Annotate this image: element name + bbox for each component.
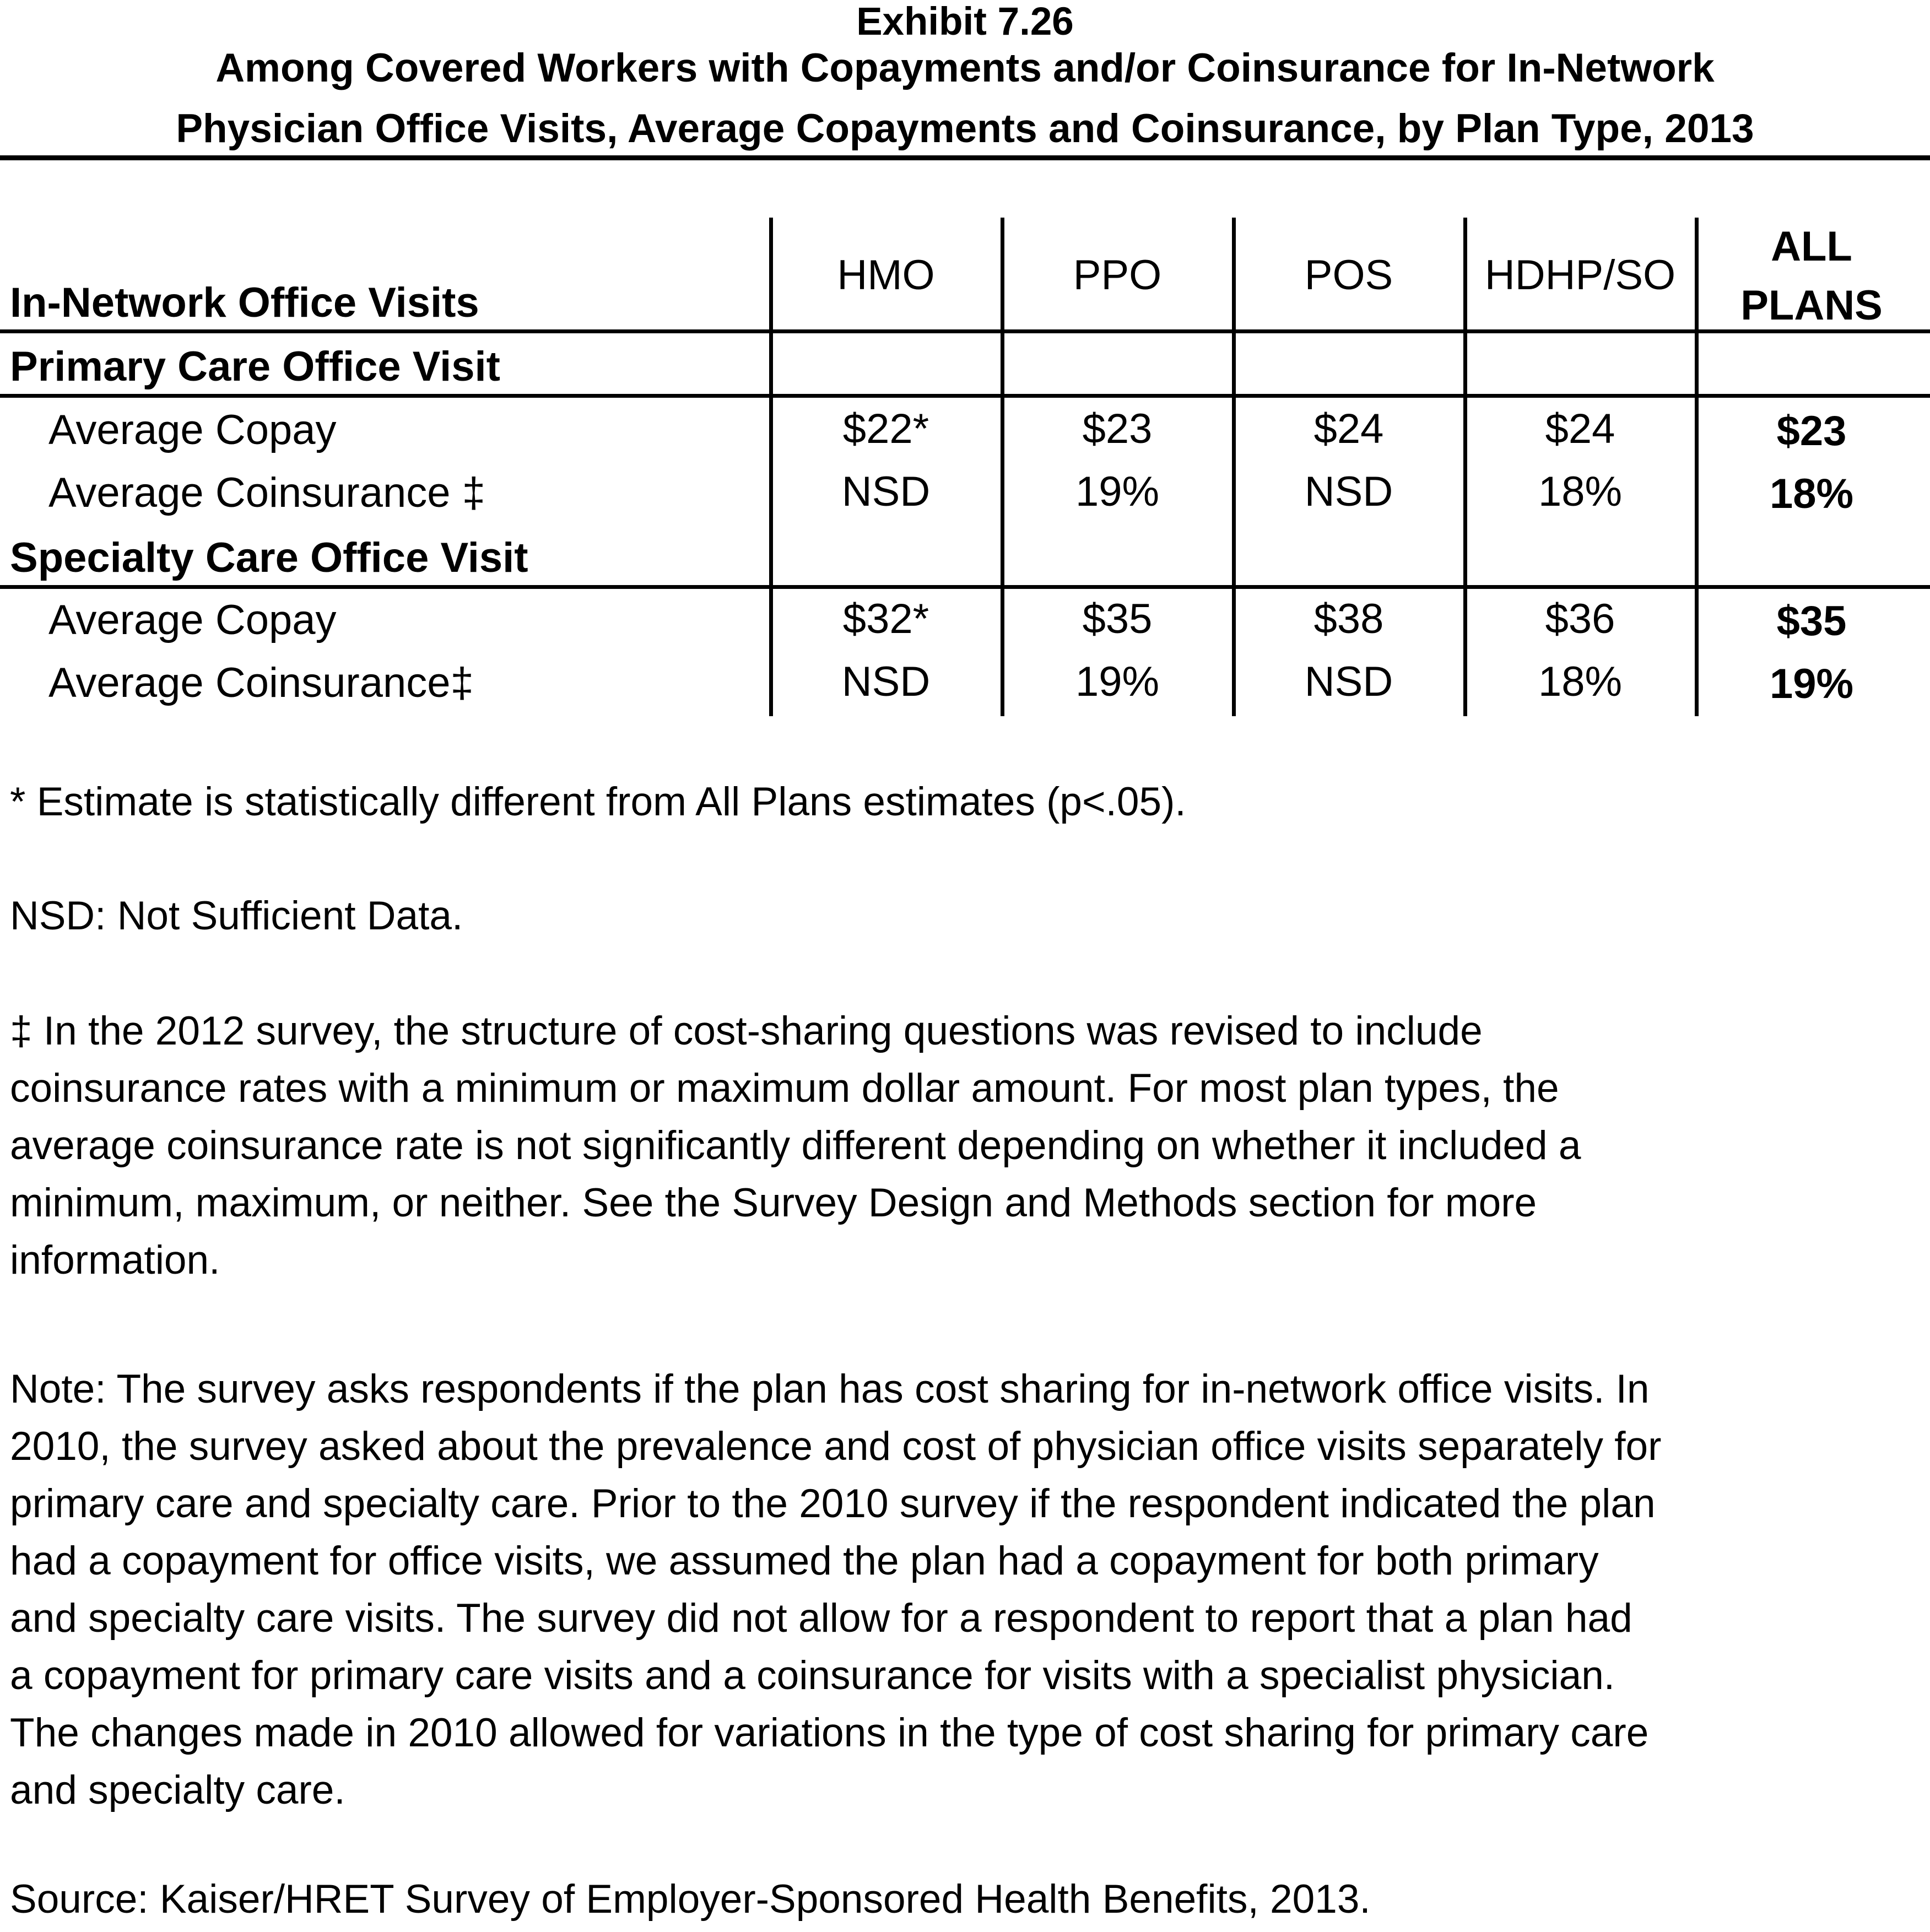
cell-hmo: NSD (841, 658, 931, 705)
cell-pos: NSD (1304, 658, 1393, 705)
note-line: a copayment for primary care visits and a coinsurance for visits with a specialist physician. (10, 1653, 1615, 1698)
cell-ppo: 19% (1075, 468, 1160, 515)
note-line: primary care and specialty care. Prior to the 2010 survey if the respondent indicated the plan (10, 1481, 1656, 1526)
cell-all-plans: $35 (1776, 598, 1847, 645)
exhibit-number: Exhibit 7.26 (856, 0, 1074, 44)
section-label-specialty-care: Specialty Care Office Visit (10, 534, 528, 581)
footnote-dagger (10, 1003, 1922, 1289)
row-label: Average Copay (48, 597, 337, 643)
column-header-all-plans-line-1: ALL (1771, 223, 1852, 270)
header-rule (0, 329, 1930, 333)
footnote-dagger-line: ‡ In the 2012 survey, the structure of cost-sharing questions was revised to include (10, 1009, 1483, 1053)
cell-hdhp-so: 18% (1538, 658, 1623, 705)
footnote-dagger-line: information. (10, 1238, 220, 1282)
section-label-primary-care: Primary Care Office Visit (10, 343, 500, 390)
column-divider (1695, 218, 1699, 716)
footnote-dagger-line: average coinsurance rate is not significantly different depending on whether it included a (10, 1123, 1581, 1168)
footnote-nsd: NSD: Not Sufficient Data. (10, 894, 463, 938)
column-header-hmo: HMO (837, 252, 935, 299)
column-divider (1232, 218, 1236, 716)
column-header-pos: POS (1304, 252, 1393, 299)
cell-ppo: $23 (1082, 405, 1153, 452)
row-label: Average Copay (48, 407, 337, 453)
footnote-dagger-line: minimum, maximum, or neither. See the Survey Design and Methods section for more (10, 1181, 1537, 1225)
section-rule (0, 394, 1930, 398)
note-line: had a copayment for office visits, we assumed the plan had a copayment for both primary (10, 1539, 1599, 1583)
section-rule (0, 585, 1930, 589)
column-divider (769, 218, 773, 716)
cell-all-plans: $23 (1776, 408, 1847, 454)
cell-ppo: $35 (1082, 596, 1153, 642)
cell-hmo: $32* (842, 596, 929, 642)
column-header-all-plans-line-2: PLANS (1740, 282, 1883, 329)
source-line: Source: Kaiser/HRET Survey of Employer-Sponsored Health Benefits, 2013. (10, 1877, 1371, 1922)
cell-all-plans: 18% (1769, 470, 1854, 517)
column-header-ppo: PPO (1073, 252, 1162, 299)
note-paragraph (10, 1361, 1922, 1819)
exhibit-title-line-2: Physician Office Visits, Average Copayments and Coinsurance, by Plan Type, 2013 (176, 106, 1754, 151)
cell-hdhp-so: $24 (1545, 405, 1615, 452)
cell-hdhp-so: $36 (1545, 596, 1615, 642)
note-line: and specialty care. (10, 1768, 345, 1812)
row-label: Average Coinsurance‡ (48, 659, 474, 706)
note-line: 2010, the survey asked about the prevalence and cost of physician office visits separately for (10, 1424, 1662, 1469)
cell-ppo: 19% (1075, 658, 1160, 705)
note-line: and specialty care visits. The survey did not allow for a respondent to report that a plan had (10, 1596, 1632, 1641)
column-divider (1001, 218, 1004, 716)
cell-pos: NSD (1304, 468, 1393, 515)
cell-hdhp-so: 18% (1538, 468, 1623, 515)
row-label: Average Coinsurance ‡ (48, 469, 485, 516)
footnote-significance: * Estimate is statistically different from All Plans estimates (p<.05). (10, 780, 1186, 824)
cell-hmo: NSD (841, 468, 931, 515)
column-divider (1463, 218, 1467, 716)
row-header-label: In-Network Office Visits (10, 279, 479, 326)
note-line: Note: The survey asks respondents if the plan has cost sharing for in-network office visits. In (10, 1367, 1650, 1411)
cell-all-plans: 19% (1769, 661, 1854, 707)
title-rule (0, 155, 1930, 160)
exhibit-title-line-1: Among Covered Workers with Copayments and/or Coinsurance for In-Network (215, 46, 1715, 90)
note-line: The changes made in 2010 allowed for variations in the type of cost sharing for primary care (10, 1711, 1649, 1755)
cell-pos: $38 (1313, 596, 1384, 642)
column-header-hdhp-so: HDHP/SO (1484, 252, 1676, 299)
footnote-dagger-line: coinsurance rates with a minimum or maximum dollar amount. For most plan types, the (10, 1066, 1559, 1111)
cell-pos: $24 (1313, 405, 1384, 452)
cell-hmo: $22* (842, 405, 929, 452)
